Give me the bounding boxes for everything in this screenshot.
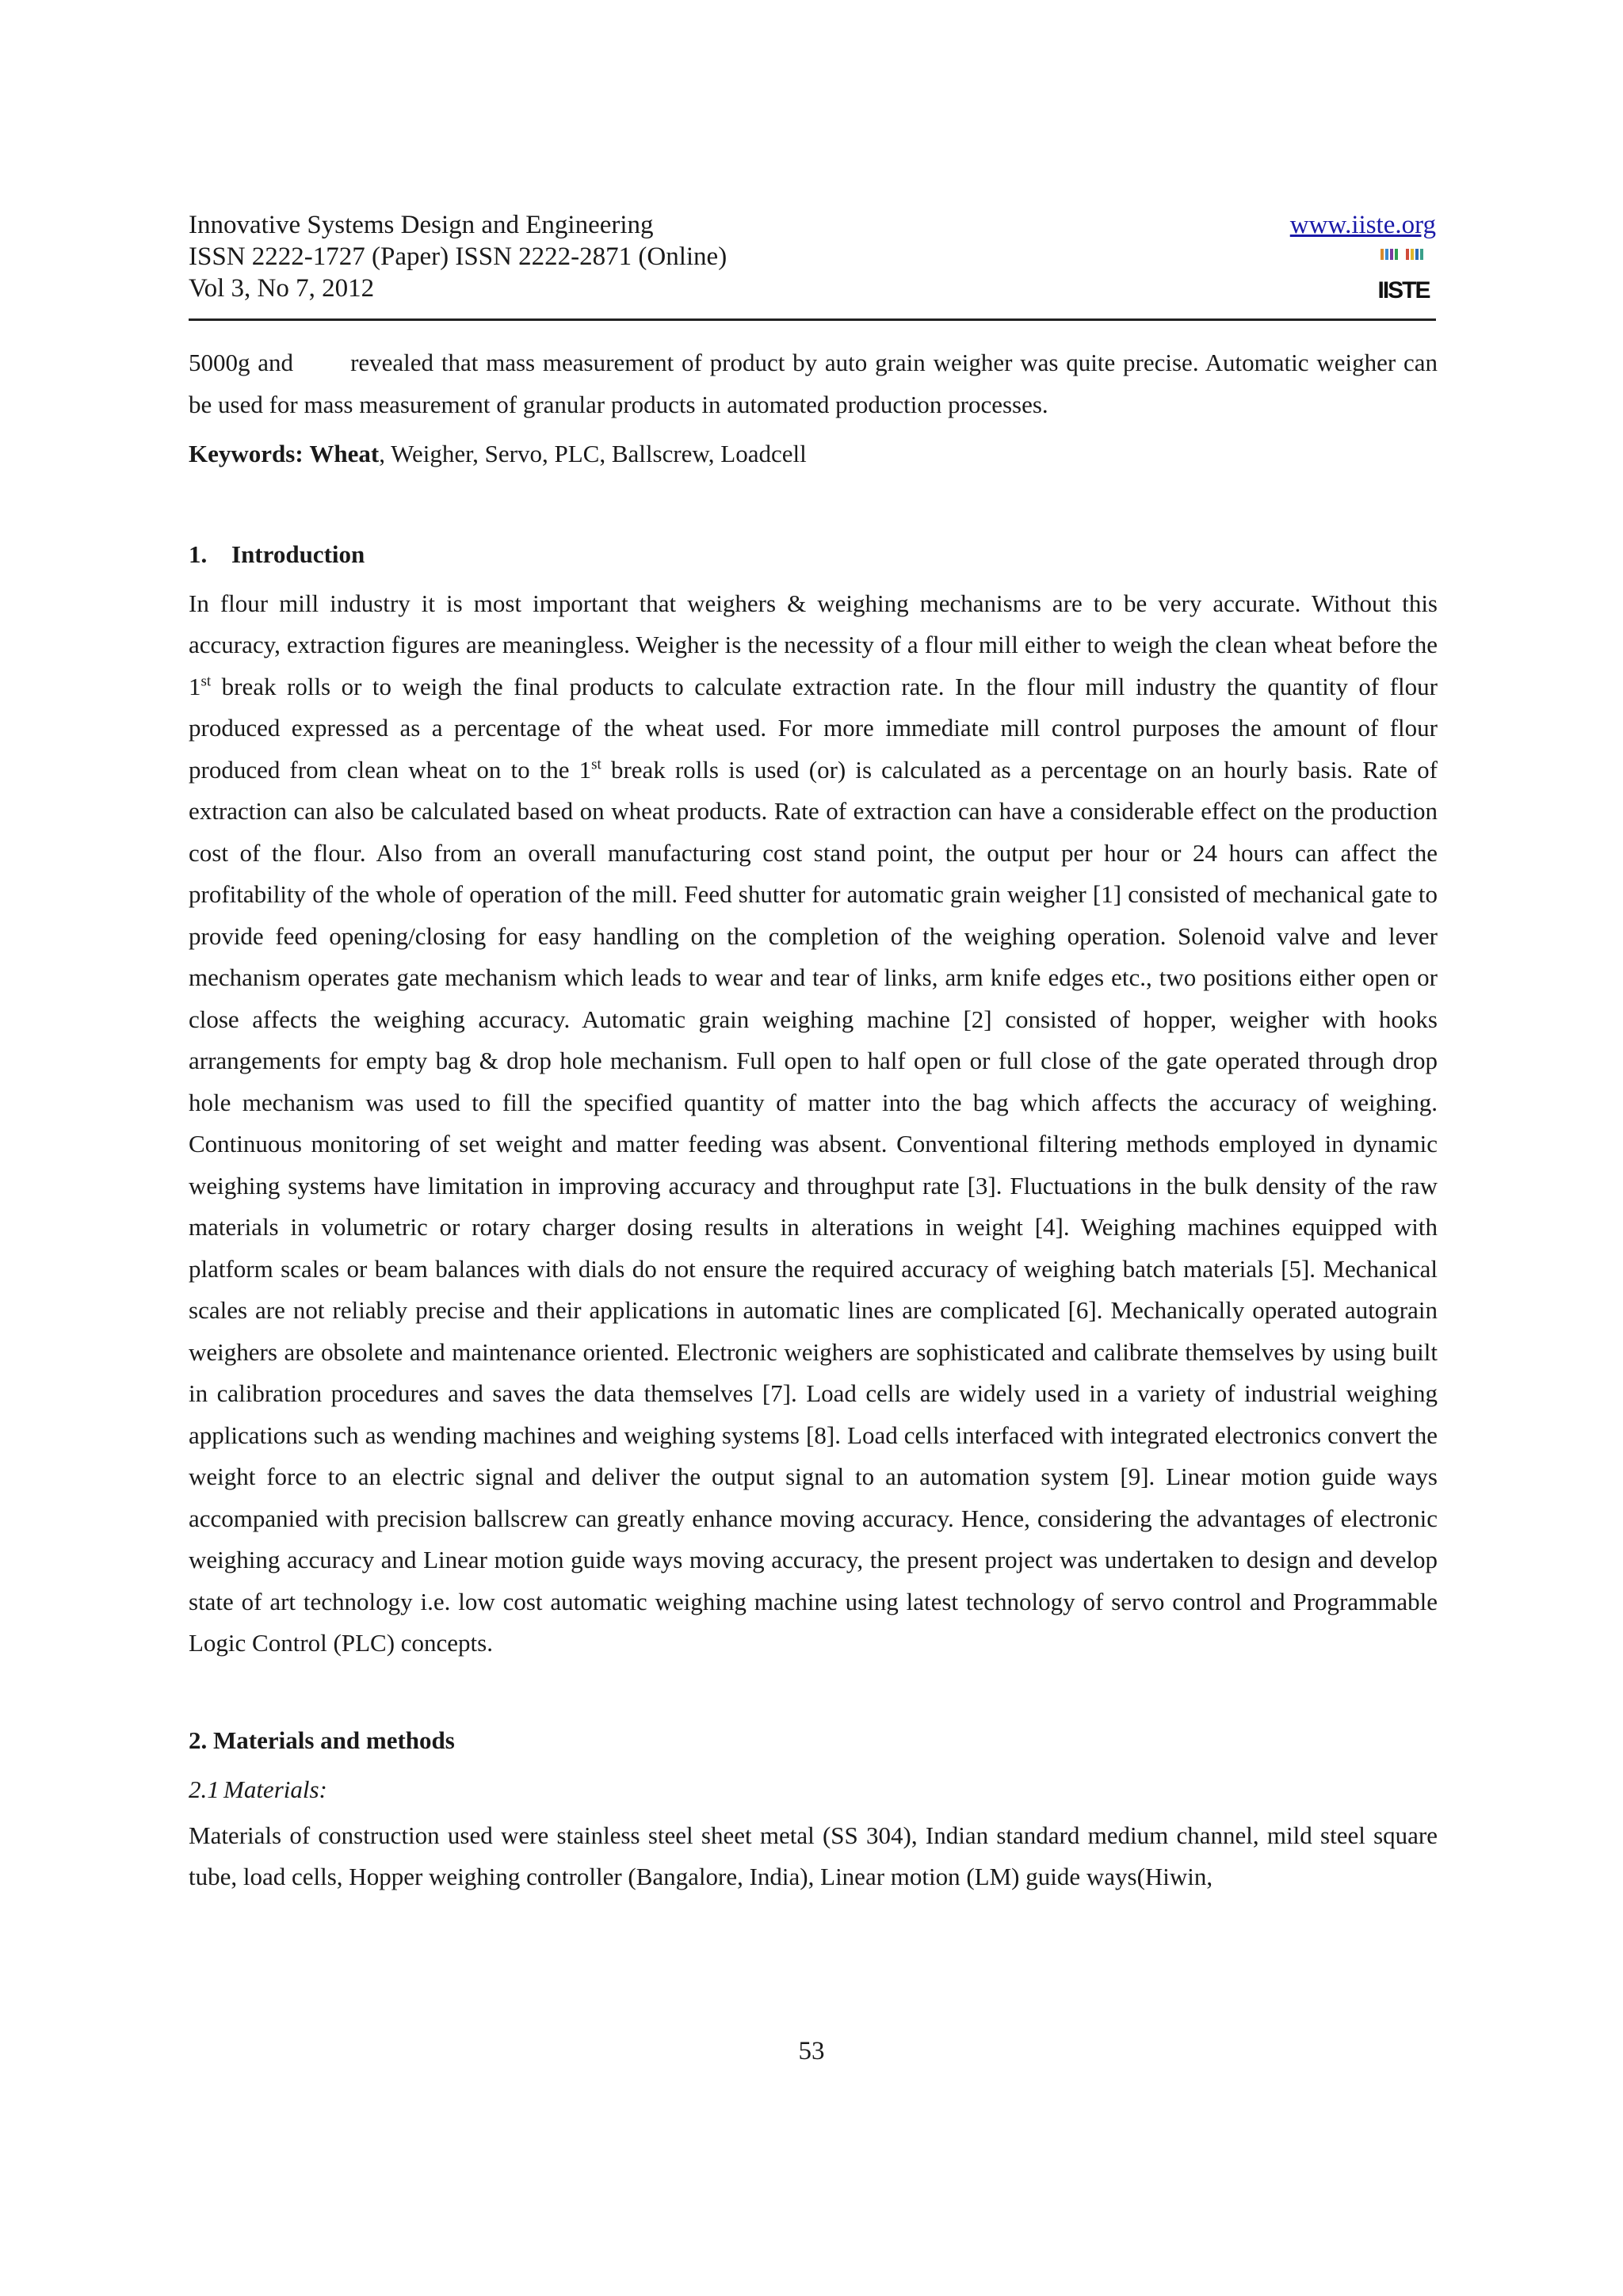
journal-title: Innovative Systems Design and Engineering xyxy=(189,211,654,239)
section-heading-materials-methods: 2. Materials and methods xyxy=(189,1726,455,1754)
keywords xyxy=(189,433,1438,475)
running-header xyxy=(189,209,1436,321)
introduction-paragraph xyxy=(189,583,1438,1665)
materials-paragraph: Materials of construction used were stainless steel sheet metal (SS 304), Indian standard medium channel, mild steel square tube, load cells, Hopper weighing controller (Bangalore, India), Linear motion (LM) guide ways(Hiwin, xyxy=(189,1821,1438,1890)
keywords-label: Keywords: xyxy=(189,440,304,467)
subsection-heading-materials xyxy=(189,1769,1438,1810)
journal-volume: Vol 3, No 7, 2012 xyxy=(189,274,375,303)
keyword-first: Wheat xyxy=(309,440,380,467)
ordinal-superscript: st xyxy=(591,756,601,773)
website-link[interactable]: www.iiste.org xyxy=(1289,211,1436,239)
svg-text:IISTE: IISTE xyxy=(1377,277,1430,303)
intro-text-b: break rolls or to weigh the final products to calculate extraction rate. In the flour mill industry the quantity of flour produced expressed as a percentage of the wheat used. For more immediate mill control purposes the amount of flour produced from clean wheat on to the 1 xyxy=(189,672,1438,784)
section-title: Introduction xyxy=(231,540,365,568)
section-heading-introduction xyxy=(189,534,1438,575)
journal-issn: ISSN 2222-1727 (Paper) ISSN 2222-2871 (Online) xyxy=(189,242,727,271)
abstract-rest: revealed that mass measurement of product by auto grain weigher was quite precise. Automatic weigher can be used for mass measurement of granular products in automated production processes. xyxy=(189,349,1438,418)
intro-text-c: break rolls is used (or) is calculated as a percentage on an hourly basis. Rate of extraction can also be calculated based on wheat products. Rate of extraction can have a considerable effect on the production cost of the flour. Also from an overall manufacturing cost stand point, the output per hour or 24 hours can affect the profitability of the whole of operation of the mill. Feed shutter for automatic grain weigher [1] consisted of mechanical gate to provide feed opening/closing for easy handling on the completion of the weighing operation. Solenoid valve and lever mechanism operates gate mechanism which leads to wear and tear of links, arm knife edges etc., two positions either open or close affects the weighing accuracy. Automatic grain weighing machine [2] consisted of hopper, weigher with hooks arrangements for empty bag & drop hole mechanism. Full open to half open or full close of the gate operated through drop hole mechanism was used to fill the specified quantity of matter into the bag which affects the accuracy of weighing. Continuous monitoring of set weight and matter feeding was absent. Conventional filtering methods employed in dynamic weighing systems have limitation in improving accuracy and throughput rate [3]. Fluctuations in the bulk density of the raw materials in volumetric or rotary charger dosing results in alterations in weight [4]. Weighing machines equipped with platform scales or beam balances with dials do not ensure the required accuracy of weighing batch materials [5]. Mechanical scales are not reliably precise and their applications in automatic lines are complicated [6]. Mechanically operated autograin weighers are obsolete and maintenance oriented. Electronic weighers are sophisticated and calibrate themselves by using built in calibration procedures and saves the data themselves [7]. Load cells are widely used in a variety of industrial weighing applications such as wending machines and weighing systems [8]. Load cells interfaced with integrated electronics convert the weight force to an electric signal and deliver the output signal to an automation system [9]. Linear motion guide ways accompanied with precision ballscrew can greatly enhance moving accuracy. Hence, considering the advantages of electronic weighing accuracy and Linear motion guide ways moving accuracy, the present project was undertaken to design and develop state of art technology i.e. low cost automatic weighing machine using latest technology of servo control and Programmable Logic Control (PLC) concepts. xyxy=(189,755,1438,1657)
abstract-tail xyxy=(189,342,1438,425)
section-number: 1. xyxy=(189,540,208,568)
subsection-title: Materials: xyxy=(223,1775,327,1803)
intro-text-a: In flour mill industry it is most important that weighers & weighing mechanisms are to be very accurate. Without this accuracy, extraction figures are meaningless. Weigher is the necessity of a flour mill either to weigh the clean wheat before the 1 xyxy=(189,589,1438,700)
journal-info xyxy=(189,209,727,304)
ordinal-superscript: st xyxy=(200,673,212,690)
page-number: 53 xyxy=(798,2037,825,2065)
subsection-number: 2.1 xyxy=(189,1775,220,1803)
abstract-start: 5000g and xyxy=(189,349,294,376)
keywords-rest: , Weigher, Servo, PLC, Ballscrew, Loadcell xyxy=(379,440,807,467)
iiste-logo xyxy=(1376,246,1431,304)
page-body xyxy=(189,342,1438,1898)
